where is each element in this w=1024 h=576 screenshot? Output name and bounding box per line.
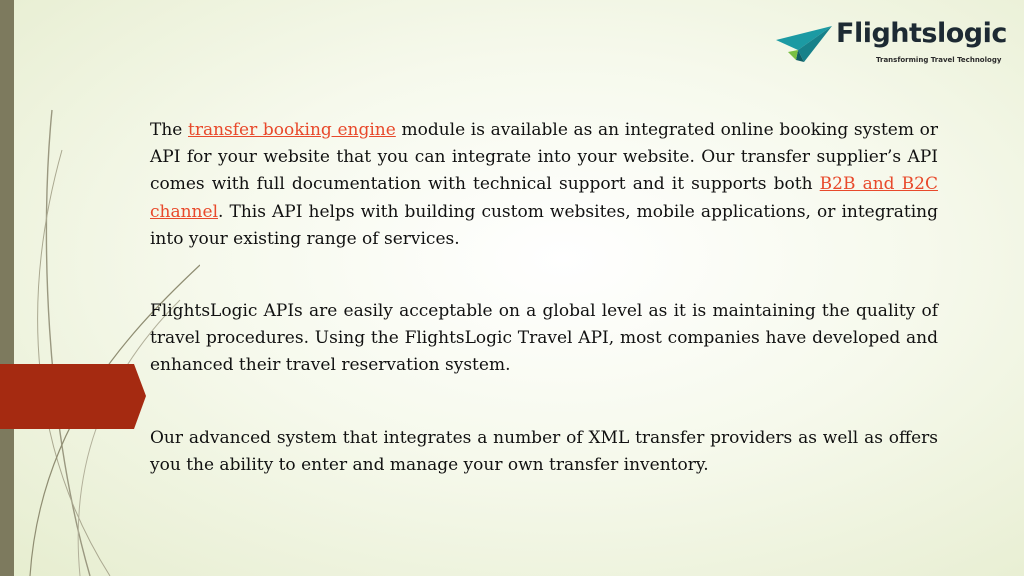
flightslogic-logo (774, 18, 1006, 70)
paragraph-1-text-a: The (150, 120, 188, 140)
left-side-bar (0, 0, 14, 576)
main-content (150, 117, 938, 524)
paragraph-1-text-b: module is available as an integrated online booking system or API for your website that you can integrate into your website. Our transfer supplier’s API comes with full documentation with technical support and it supports both (150, 120, 938, 195)
paragraph-2: FlightsLogic APIs are easily acceptable on a global level as it is maintaining the quality of travel procedures. Using the FlightsLogic Travel API, most companies have developed and enhanced their travel reservation system. (150, 301, 938, 376)
paragraph-1 (150, 117, 938, 253)
paper-plane-logo-icon (774, 22, 834, 66)
paragraph-1-text-c: . This API helps with building custom websites, mobile applications, or integrating into your existing range of services. (150, 201, 938, 249)
logo-name: Flightslogic (836, 18, 1007, 49)
paragraph-3: Our advanced system that integrates a number of XML transfer providers as well as offers you the ability to enter and manage your own transfer inventory. (150, 427, 938, 475)
b2b-b2c-channel-link[interactable]: B2B and B2C channel (150, 174, 938, 222)
transfer-booking-engine-link[interactable]: transfer booking engine (188, 120, 396, 140)
accent-tab (0, 364, 146, 429)
logo-tagline: Transforming Travel Technology (876, 56, 1002, 64)
